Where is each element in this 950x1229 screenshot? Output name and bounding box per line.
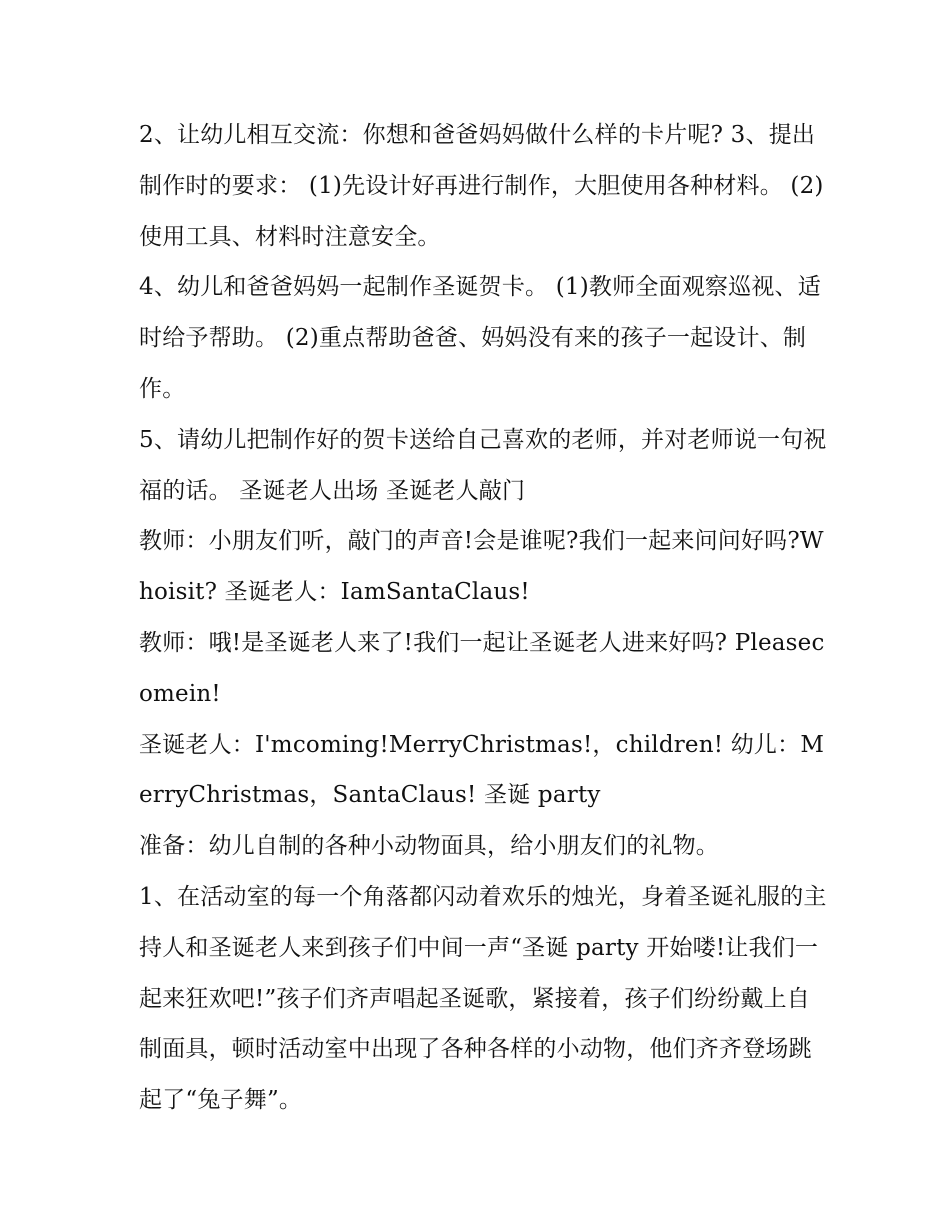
paragraph-santa-greeting: 圣诞老人：I'mcoming!MerryChristmas!，children! 幼儿：MerryChristmas，SantaClaus! 圣诞 party — [139, 731, 825, 809]
paragraph-preparation: 准备：幼儿自制的各种小动物面具，给小朋友们的礼物。 — [139, 833, 719, 860]
paragraph-card-discussion: 2、让幼儿相互交流：你想和爸爸妈妈做什么样的卡片呢? 3、提出制作时的要求： (1)先设计好再进行制作，大胆使用各种材料。 (2)使用工具、材料时注意安全。 — [139, 122, 824, 250]
paragraph-party: 1、在活动室的每一个角落都闪动着欢乐的烛光，身着圣诞礼服的主持人和圣诞老人来到孩子们中间一声“圣诞 party 开始喽!让我们一起来狂欢吧!”孩子们齐声唱起圣诞歌，紧接着，孩子们纷纷戴上自制面具，顿时活动室中出现了各种各样的小动物，他们齐齐登场跳起了“兔子舞”。 — [139, 883, 827, 1114]
document-body — [139, 110, 829, 1126]
paragraph-teacher-invite: 教师：哦!是圣诞老人来了!我们一起让圣诞老人进来好吗? Pleasecomein! — [139, 629, 825, 707]
paragraph-give-cards: 5、请幼儿把制作好的贺卡送给自己喜欢的老师，并对老师说一句祝福的话。 圣诞老人出场 圣诞老人敲门 — [139, 426, 827, 504]
paragraph-making-cards: 4、幼儿和爸爸妈妈一起制作圣诞贺卡。 (1)教师全面观察巡视、适时给予帮助。 (2)重点帮助爸爸、妈妈没有来的孩子一起设计、制作。 — [139, 274, 821, 402]
paragraph-teacher-knock: 教师：小朋友们听，敲门的声音!会是谁呢?我们一起来问问好吗?Whoisit? 圣诞老人：IamSantaClaus! — [139, 528, 824, 606]
